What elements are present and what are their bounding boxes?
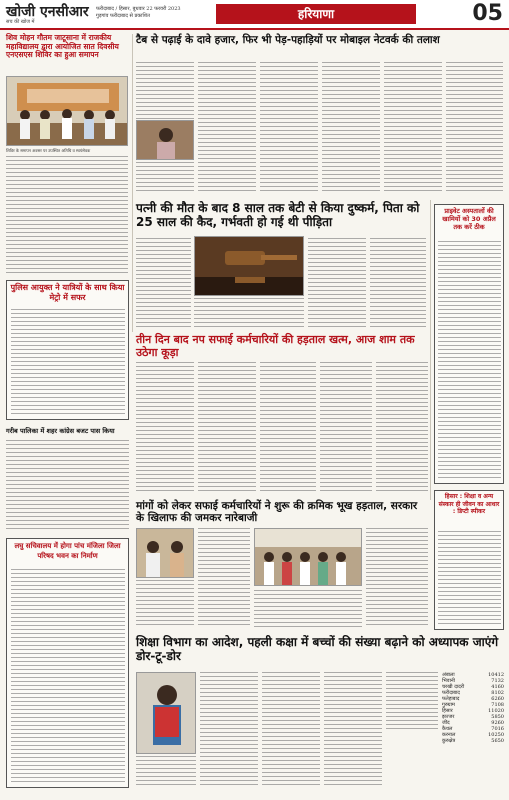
mobile-headline: टैब से पढ़ाई के दावे हजार, फिर भी पेड़-पहाड़ियों पर मोबाइल नेटवर्क की तलाश — [136, 34, 440, 46]
issue-meta — [96, 6, 216, 20]
deputy-speaker-box — [434, 490, 504, 630]
table-row: करनाल 10250 — [442, 732, 504, 738]
deputy-speaker-headline: हिसार : शिक्षा व अन्य संस्कार ही जीवन का आधार : डिप्टी स्पीकर — [438, 493, 500, 515]
table-row: जींद 9260 — [442, 720, 504, 726]
table-row: हिसार 11020 — [442, 708, 504, 714]
issue-place: गुड़गांव फरीदाबाद से प्रकाशित — [96, 13, 151, 19]
section-banner: हरियाणा — [216, 4, 416, 24]
budget-headline: गरीब पालिका में शहर कांग्रेस बजट पास किया — [6, 427, 115, 435]
table-row: फरीदाबाद 8102 — [442, 690, 504, 696]
education-headline: शिक्षा विभाग का आदेश, पहली कक्षा में बच्चों की संख्या बढ़ाने को अध्यापक जाएंगे डोर-टू-डोर — [136, 635, 499, 663]
logo-tagline: सच की खोज में — [6, 19, 35, 25]
issue-date: फरीदाबाद / हिसार, बुधवार 22 फरवरी 2023 — [96, 6, 181, 12]
hunger-headline: मांगों को लेकर सफाई कर्मचारियों ने शुरू की क्रमिक भूख हड़ताल, सरकार के खिलाफ की जमकर नारेबाजी — [136, 500, 418, 525]
event-photo-caption: शिविर के समापन अवसर पर उपस्थित अतिथि व स्वयंसेवक — [6, 148, 91, 153]
table-row: गुरुग्राम 7108 — [442, 702, 504, 708]
child-photo — [136, 672, 196, 754]
table-row: अंबाला 10412 — [442, 672, 504, 678]
district-stats-table — [442, 672, 504, 744]
student-photo — [136, 120, 194, 160]
gavel-photo — [194, 236, 304, 296]
strike-photo — [254, 528, 362, 586]
hospitals-headline: प्राइवेट अस्पतालों की खामियों को 30 अप्रैल तक करें ठीक — [442, 207, 496, 231]
masthead — [0, 0, 509, 30]
page-number: 05 — [472, 1, 503, 26]
newspaper-logo: खोजी एनसीआर — [6, 4, 89, 20]
contract-headline: तीन दिन बाद नप सफाई कर्मचारियों की हड़ताल खत्म, आज शाम तक उठेगा कूड़ा — [136, 333, 415, 359]
secretariat-story-box — [6, 538, 129, 788]
table-row: कुरुक्षेत्र 5650 — [442, 738, 504, 744]
secretariat-headline: लघु सचिवालय में होगा पांच मंजिला जिला परिषद भवन का निर्माण — [14, 542, 121, 560]
budget-body — [6, 440, 129, 532]
table-row: कैथल 7016 — [442, 726, 504, 732]
hospitals-box — [434, 204, 504, 484]
table-row: झज्जर 5850 — [442, 714, 504, 720]
table-row: भिवानी 7132 — [442, 678, 504, 684]
police-story-box — [6, 280, 129, 420]
left-top-headline: शिव मोहन गौतम जाटूसाना में राजकीय महाविद्यालय द्वारा आयोजित सात दिवसीय एनएसएस शिविर का हुआ समापन — [6, 33, 119, 60]
police-headline: पुलिस आयुक्त ने यात्रियों के साथ किया मेट्रो में सफर — [10, 283, 125, 302]
mobile-body-col2 — [198, 62, 256, 194]
left-top-body — [6, 156, 128, 274]
table-row: चरखी दादरी 4160 — [442, 684, 504, 690]
table-row: फतेहाबाद 6260 — [442, 696, 504, 702]
event-photo — [6, 76, 128, 146]
protest-photo — [136, 528, 194, 578]
verdict-headline: पत्नी की मौत के बाद 8 साल तक बेटी से किया दुष्कर्म, पिता को 25 साल की कैद, गर्भवती हो गई थी पीड़िता — [136, 201, 420, 229]
